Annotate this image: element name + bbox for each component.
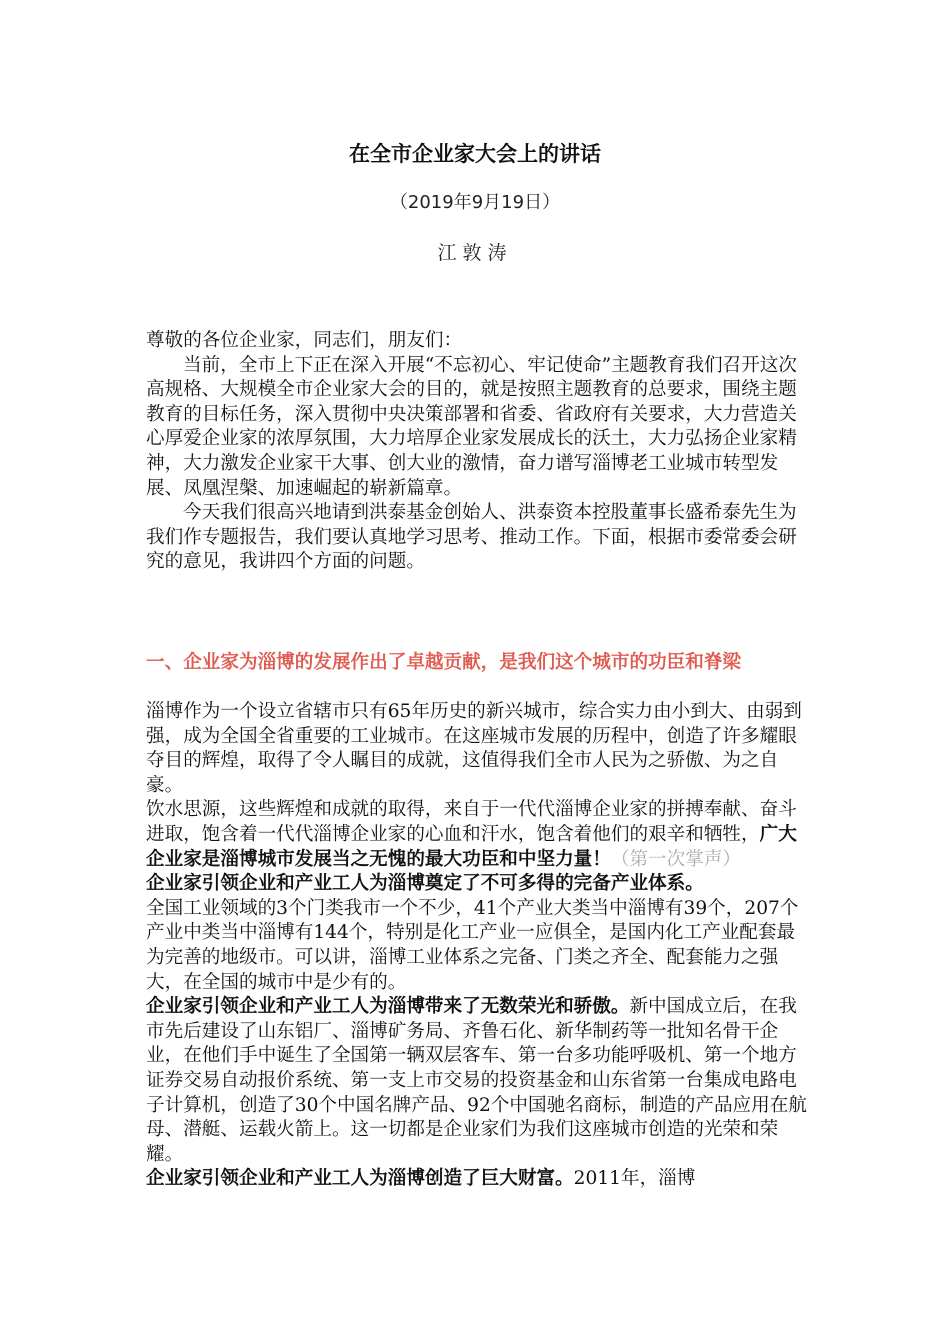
emphasis-text: 企业家引领企业和产业工人为淄博创造了巨大财富。	[146, 1168, 574, 1190]
intro-paragraph-1: 当前，全市上下正在深入开展“不忘初心、牢记使命”主题教育我们召开这次高规格、大规模全市企业家大会的目的，就是按照主题教育的总要求，围绕主题教育的目标任务，深入贯彻中央决策部署和省委、省政府有关要求，大力营造关心厚爱企业家的浓厚氛围，大力培厚企业家发展成长的沃土，大力弘扬企业家精神，大力激发企业家干大事、创大业的激情，奋力谱写淄博老工业城市转型发展、凤凰涅槃、加速崛起的崭新篇章。	[146, 354, 798, 499]
intro-paragraph-2: 今天我们很高兴地请到洪泰基金创始人、洪泰资本控股董事长盛希泰先生为我们作专题报告，我们要认真地学习思考、推动工作。下面，根据市委常委会研究的意见，我讲四个方面的问题。	[146, 502, 797, 573]
section-1-paragraph-3: 企业家引领企业和产业工人为淄博奠定了不可多得的完备产业体系。	[146, 873, 704, 895]
section-1-paragraph-4: 全国工业领域的3个门类我市一个不少，41个产业大类当中淄博有39个，207个产业中类当中淄博有144个，特别是化工产业一应俱全，是国内化工产业配套最为完善的地级市。可以讲，淄博工业体系之完备、门类之齐全、配套能力之强大，在全国的城市中是少有的。	[146, 897, 799, 993]
salutation: 尊敬的各位企业家，同志们，朋友们：	[146, 330, 463, 351]
intro-section	[146, 329, 810, 575]
section-1-paragraph-2	[146, 798, 810, 872]
section-1-paragraph-6	[146, 1167, 810, 1192]
paragraph-text: 2011年，淄博	[573, 1168, 696, 1190]
section-1-paragraph-1: 淄博作为一个设立省辖市只有65年历史的新兴城市，综合实力由小到大、由弱到强，成为全国全省重要的工业城市。在这座城市发展的历程中，创造了许多耀眼夺目的辉煌，取得了令人瞩目的成就，这值得我们全市人民为之骄傲、为之自豪。	[146, 701, 802, 796]
applause-note: （第一次掌声）	[610, 848, 742, 870]
document-title: 在全市企业家大会上的讲话	[349, 142, 601, 166]
section-1-heading: 一、企业家为淄博的发展作出了卓越贡献，是我们这个城市的功臣和脊梁	[146, 652, 742, 673]
emphasis-text: 企业家引领企业和产业工人为淄博带来了无数荣光和骄傲。	[146, 996, 630, 1018]
section-1-paragraph-5	[146, 995, 810, 1167]
section-1-body	[146, 700, 810, 1192]
paragraph-text: 饮水思源，这些辉煌和成就的取得，来自于一代代淄博企业家的拼搏奉献、奋斗进取，饱含着一代代淄博企业家的心血和汗水，饱含着他们的艰辛和牺牲，	[146, 799, 797, 845]
paragraph-text: 新中国成立后，在我市先后建设了山东铝厂、淄博矿务局、齐鲁石化、新华制药等一批知名骨干企业，在他们手中诞生了全国第一辆双层客车、第一台多功能呼吸机、第一个地方证券交易自动报价系统、第一支上市交易的投资基金和山东省第一台集成电路电子计算机，创造了30个中国名牌产品、92个中国驰名商标，制造的产品应用在航母、潜艇、运载火箭上。这一切都是企业家们为我们这座城市创造的光荣和荣耀。	[146, 996, 807, 1165]
document-author: 江敦涛	[437, 242, 513, 264]
document-date: （2019年9月19日）	[389, 192, 561, 213]
emphasis-text: 广大企业家是淄博城市发展当之无愧的最大功臣和中坚力量！	[146, 823, 797, 870]
